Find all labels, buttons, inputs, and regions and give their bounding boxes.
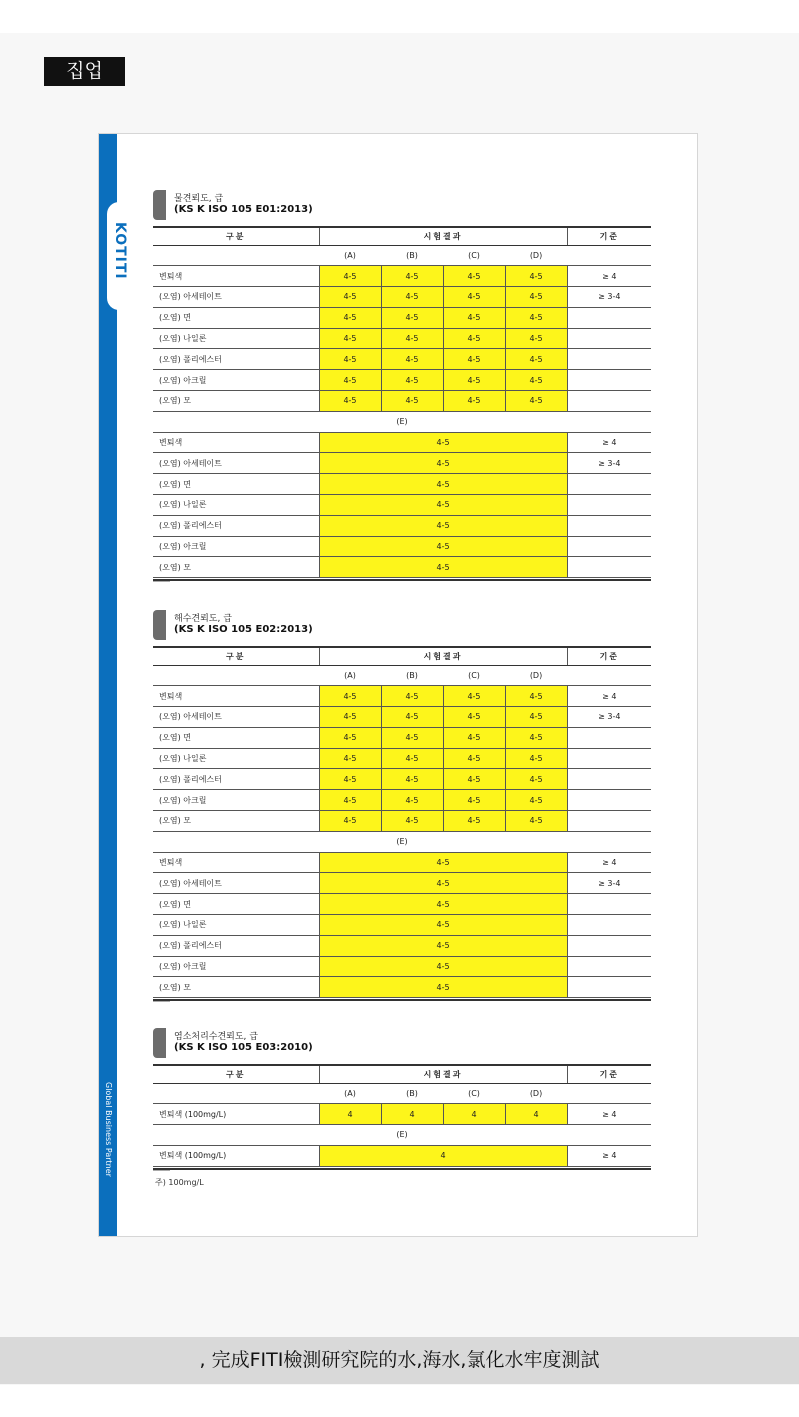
result-cell: 4-5 xyxy=(443,748,505,769)
header-criteria: 기준 xyxy=(567,1065,651,1083)
table-row xyxy=(153,432,651,453)
table-end-mark xyxy=(153,581,651,583)
page-caption: , 完成FITI檢測研究院的水,海水,氯化水牢度測試 xyxy=(0,1337,799,1384)
table-row xyxy=(153,873,651,894)
header-results: 시험결과 xyxy=(319,227,567,245)
header-row xyxy=(153,1065,651,1083)
specimen-label: (C) xyxy=(443,245,505,266)
table-row xyxy=(153,748,651,769)
table-row xyxy=(153,727,651,748)
row-label: 변퇴색 xyxy=(153,852,319,873)
criteria-cell xyxy=(567,935,651,956)
row-label: (오염) 폴리에스터 xyxy=(153,769,319,790)
result-cell: 4-5 xyxy=(381,769,443,790)
result-cell: 4-5 xyxy=(443,349,505,370)
row-label: (오염) 면 xyxy=(153,307,319,328)
result-cell: 4-5 xyxy=(505,686,567,707)
row-label: (오염) 폴리에스터 xyxy=(153,349,319,370)
result-cell: 4-5 xyxy=(443,370,505,391)
criteria-cell xyxy=(567,370,651,391)
criteria-cell: ≥ 4 xyxy=(567,432,651,453)
table-row xyxy=(153,686,651,707)
table-row xyxy=(153,370,651,391)
result-cell: 4-5 xyxy=(381,748,443,769)
result-cell: 4-5 xyxy=(319,307,381,328)
row-label: (오염) 모 xyxy=(153,811,319,832)
table-row xyxy=(153,391,651,412)
result-cell: 4-5 xyxy=(443,287,505,308)
result-cell: 4-5 xyxy=(319,432,567,453)
row-label: (오염) 면 xyxy=(153,474,319,495)
criteria-cell xyxy=(567,328,651,349)
section-standard: (KS K ISO 105 E01:2013) xyxy=(174,204,313,215)
table-row xyxy=(153,790,651,811)
result-cell: 4 xyxy=(319,1104,381,1125)
kotiti-logo: KOTITI xyxy=(112,222,128,280)
section-title: 염소처리수견뢰도, 급 xyxy=(174,1032,258,1042)
result-cell: 4-5 xyxy=(319,557,567,578)
row-label: (오염) 폴리에스터 xyxy=(153,515,319,536)
table-row xyxy=(153,536,651,557)
criteria-cell: ≥ 4 xyxy=(567,1104,651,1125)
result-cell: 4-5 xyxy=(381,307,443,328)
specimen-row-e xyxy=(153,1125,651,1146)
blank-cell xyxy=(153,1083,319,1104)
result-cell: 4 xyxy=(505,1104,567,1125)
criteria-cell: ≥ 4 xyxy=(567,686,651,707)
criteria-cell xyxy=(567,727,651,748)
result-cell: 4-5 xyxy=(319,536,567,557)
result-cell: 4-5 xyxy=(505,707,567,728)
criteria-cell xyxy=(567,977,651,998)
result-cell: 4-5 xyxy=(319,707,381,728)
result-cell: 4-5 xyxy=(505,790,567,811)
row-label: (오염) 면 xyxy=(153,894,319,915)
table-row xyxy=(153,769,651,790)
result-cell: 4-5 xyxy=(443,266,505,287)
result-cell: 4-5 xyxy=(505,370,567,391)
criteria-cell: ≥ 4 xyxy=(567,852,651,873)
result-cell: 4-5 xyxy=(505,349,567,370)
report-section-water xyxy=(153,190,651,583)
result-cell: 4-5 xyxy=(381,391,443,412)
specimen-row-e xyxy=(153,411,651,432)
table-end-mark xyxy=(153,1001,651,1003)
row-label: 변퇴색 (100mg/L) xyxy=(153,1104,319,1125)
row-label: (오염) 아크릴 xyxy=(153,790,319,811)
result-cell: 4-5 xyxy=(381,811,443,832)
result-cell: 4-5 xyxy=(319,769,381,790)
row-label: (오염) 폴리에스터 xyxy=(153,935,319,956)
result-cell: 4-5 xyxy=(443,328,505,349)
table-row xyxy=(153,307,651,328)
criteria-cell: ≥ 3-4 xyxy=(567,287,651,308)
blank-cell xyxy=(153,245,319,266)
result-cell: 4-5 xyxy=(319,453,567,474)
table-row xyxy=(153,557,651,578)
result-cell: 4-5 xyxy=(505,266,567,287)
table-row xyxy=(153,935,651,956)
criteria-cell: ≥ 3-4 xyxy=(567,873,651,894)
criteria-cell xyxy=(567,956,651,977)
table-row xyxy=(153,453,651,474)
result-cell: 4-5 xyxy=(319,266,381,287)
result-cell: 4-5 xyxy=(319,328,381,349)
result-cell: 4-5 xyxy=(319,287,381,308)
criteria-cell: ≥ 4 xyxy=(567,1145,651,1166)
criteria-cell xyxy=(567,515,651,536)
result-cell: 4-5 xyxy=(319,873,567,894)
result-cell: 4-5 xyxy=(505,727,567,748)
result-cell: 4-5 xyxy=(381,266,443,287)
section-header xyxy=(153,1028,651,1058)
criteria-cell xyxy=(567,894,651,915)
specimen-label: (B) xyxy=(381,1083,443,1104)
result-cell: 4-5 xyxy=(443,391,505,412)
result-cell: 4-5 xyxy=(319,515,567,536)
specimen-label: (E) xyxy=(153,831,651,852)
table-row xyxy=(153,707,651,728)
specimen-row xyxy=(153,1083,651,1104)
result-cell: 4-5 xyxy=(381,287,443,308)
result-cell: 4-5 xyxy=(319,894,567,915)
test-report-sheet xyxy=(98,133,698,1237)
result-cell: 4-5 xyxy=(381,707,443,728)
result-cell: 4 xyxy=(319,1145,567,1166)
header-row xyxy=(153,227,651,245)
criteria-cell: ≥ 4 xyxy=(567,266,651,287)
row-label: (오염) 면 xyxy=(153,727,319,748)
result-cell: 4-5 xyxy=(443,790,505,811)
result-cell: 4-5 xyxy=(319,495,567,516)
result-cell: 4-5 xyxy=(319,391,381,412)
result-cell: 4-5 xyxy=(443,307,505,328)
specimen-label: (B) xyxy=(381,245,443,266)
result-cell: 4-5 xyxy=(319,811,381,832)
result-cell: 4-5 xyxy=(443,727,505,748)
result-cell: 4-5 xyxy=(443,707,505,728)
result-cell: 4-5 xyxy=(319,790,381,811)
row-label: (오염) 나일론 xyxy=(153,495,319,516)
row-label: (오염) 나일론 xyxy=(153,328,319,349)
result-cell: 4-5 xyxy=(505,748,567,769)
header-results: 시험결과 xyxy=(319,1065,567,1083)
criteria-cell xyxy=(567,474,651,495)
table-row xyxy=(153,328,651,349)
criteria-cell xyxy=(567,495,651,516)
criteria-cell xyxy=(567,536,651,557)
row-label: (오염) 아크릴 xyxy=(153,536,319,557)
result-cell: 4-5 xyxy=(443,769,505,790)
table-end-mark xyxy=(153,1170,651,1172)
row-label: (오염) 아크릴 xyxy=(153,956,319,977)
header-row xyxy=(153,647,651,665)
section-standard: (KS K ISO 105 E02:2013) xyxy=(174,624,313,635)
results-table xyxy=(153,226,651,578)
row-label: (오염) 모 xyxy=(153,557,319,578)
row-label: (오염) 나일론 xyxy=(153,915,319,936)
result-cell: 4-5 xyxy=(319,915,567,936)
table-row xyxy=(153,915,651,936)
table-row xyxy=(153,1145,651,1166)
footnote: 주) 100mg/L xyxy=(155,1177,204,1187)
table-row xyxy=(153,1104,651,1125)
table-row xyxy=(153,515,651,536)
row-label: (오염) 아세테이트 xyxy=(153,873,319,894)
specimen-label: (E) xyxy=(153,411,651,432)
section-title: 물견뢰도, 급 xyxy=(174,194,224,204)
specimen-label: (B) xyxy=(381,665,443,686)
result-cell: 4-5 xyxy=(319,852,567,873)
criteria-cell: ≥ 3-4 xyxy=(567,707,651,728)
row-label: 변퇴색 xyxy=(153,686,319,707)
result-cell: 4-5 xyxy=(381,790,443,811)
header-category: 구분 xyxy=(153,1065,319,1083)
criteria-cell xyxy=(567,557,651,578)
table-row xyxy=(153,266,651,287)
result-cell: 4-5 xyxy=(381,370,443,391)
blank-cell xyxy=(153,665,319,686)
result-cell: 4-5 xyxy=(443,686,505,707)
criteria-cell: ≥ 3-4 xyxy=(567,453,651,474)
result-cell: 4-5 xyxy=(505,328,567,349)
table-row xyxy=(153,852,651,873)
report-section-seawater xyxy=(153,610,651,1003)
result-cell: 4 xyxy=(381,1104,443,1125)
result-cell: 4-5 xyxy=(319,727,381,748)
row-label: (오염) 모 xyxy=(153,391,319,412)
criteria-cell xyxy=(567,307,651,328)
specimen-label: (C) xyxy=(443,1083,505,1104)
result-cell: 4-5 xyxy=(505,391,567,412)
header-category: 구분 xyxy=(153,227,319,245)
row-label: (오염) 모 xyxy=(153,977,319,998)
specimen-label: (A) xyxy=(319,665,381,686)
criteria-cell xyxy=(567,748,651,769)
header-criteria: 기준 xyxy=(567,647,651,665)
table-row xyxy=(153,495,651,516)
row-label: (오염) 아세테이트 xyxy=(153,453,319,474)
row-label: (오염) 나일론 xyxy=(153,748,319,769)
results-table xyxy=(153,646,651,998)
criteria-cell xyxy=(567,915,651,936)
section-title: 해수견뢰도, 급 xyxy=(174,614,232,624)
criteria-cell xyxy=(567,769,651,790)
specimen-row-e xyxy=(153,831,651,852)
table-row xyxy=(153,977,651,998)
report-section-chlorinated xyxy=(153,1028,651,1188)
specimen-label: (E) xyxy=(153,1125,651,1146)
section-marker xyxy=(153,1028,166,1058)
result-cell: 4-5 xyxy=(319,349,381,370)
specimen-label: (A) xyxy=(319,1083,381,1104)
result-cell: 4-5 xyxy=(381,686,443,707)
result-cell: 4-5 xyxy=(381,328,443,349)
result-cell: 4-5 xyxy=(505,307,567,328)
result-cell: 4-5 xyxy=(505,287,567,308)
result-cell: 4-5 xyxy=(505,811,567,832)
criteria-cell xyxy=(567,790,651,811)
table-row xyxy=(153,956,651,977)
table-row xyxy=(153,349,651,370)
row-label: (오염) 아세테이트 xyxy=(153,707,319,728)
criteria-cell xyxy=(567,349,651,370)
header-criteria: 기준 xyxy=(567,227,651,245)
result-cell: 4-5 xyxy=(319,686,381,707)
result-cell: 4-5 xyxy=(319,956,567,977)
section-tag: 집업 xyxy=(44,57,125,86)
criteria-cell xyxy=(567,811,651,832)
result-cell: 4-5 xyxy=(319,474,567,495)
header-category: 구분 xyxy=(153,647,319,665)
row-label: 변퇴색 (100mg/L) xyxy=(153,1145,319,1166)
specimen-label: (D) xyxy=(505,1083,567,1104)
specimen-row xyxy=(153,245,651,266)
blank-cell xyxy=(567,665,651,686)
table-row xyxy=(153,811,651,832)
section-standard: (KS K ISO 105 E03:2010) xyxy=(174,1042,313,1053)
specimen-label: (C) xyxy=(443,665,505,686)
result-cell: 4-5 xyxy=(319,935,567,956)
table-row xyxy=(153,894,651,915)
section-header xyxy=(153,610,651,640)
row-label: 변퇴색 xyxy=(153,432,319,453)
blank-cell xyxy=(567,1083,651,1104)
blank-cell xyxy=(567,245,651,266)
header-results: 시험결과 xyxy=(319,647,567,665)
result-cell: 4 xyxy=(443,1104,505,1125)
result-cell: 4-5 xyxy=(381,349,443,370)
result-cell: 4-5 xyxy=(319,370,381,391)
result-cell: 4-5 xyxy=(319,748,381,769)
section-header xyxy=(153,190,651,220)
result-cell: 4-5 xyxy=(381,727,443,748)
specimen-row xyxy=(153,665,651,686)
specimen-label: (D) xyxy=(505,245,567,266)
side-slogan: Global Business Partner xyxy=(104,1082,113,1177)
section-marker xyxy=(153,610,166,640)
result-cell: 4-5 xyxy=(443,811,505,832)
table-row xyxy=(153,287,651,308)
row-label: 변퇴색 xyxy=(153,266,319,287)
criteria-cell xyxy=(567,391,651,412)
table-row xyxy=(153,474,651,495)
results-table xyxy=(153,1064,651,1167)
row-label: (오염) 아크릴 xyxy=(153,370,319,391)
row-label: (오염) 아세테이트 xyxy=(153,287,319,308)
section-marker xyxy=(153,190,166,220)
specimen-label: (A) xyxy=(319,245,381,266)
result-cell: 4-5 xyxy=(319,977,567,998)
specimen-label: (D) xyxy=(505,665,567,686)
result-cell: 4-5 xyxy=(505,769,567,790)
